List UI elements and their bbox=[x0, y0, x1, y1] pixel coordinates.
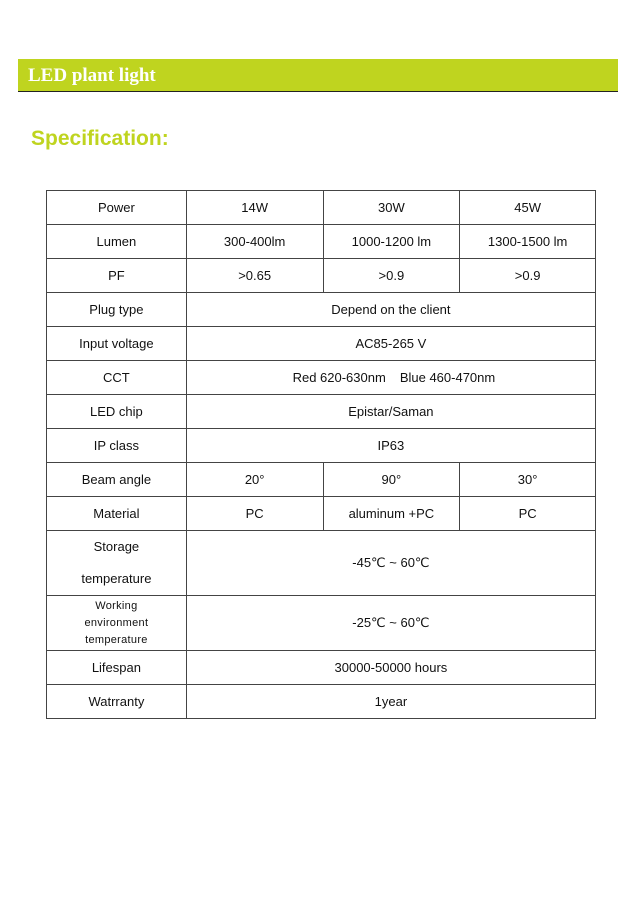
table-row-input-voltage bbox=[47, 327, 596, 361]
cell-value: >0.9 bbox=[460, 259, 596, 293]
cct-red: Red 620-630nm bbox=[292, 370, 386, 385]
cell-value: Epistar/Saman bbox=[186, 395, 595, 429]
row-label: Power bbox=[47, 191, 187, 225]
cell-value: >0.9 bbox=[323, 259, 460, 293]
row-label: PF bbox=[47, 259, 187, 293]
banner-title: LED plant light bbox=[28, 65, 156, 86]
cell-value: IP63 bbox=[186, 429, 595, 463]
cct-blue: Blue 460-470nm bbox=[399, 370, 496, 385]
cell-value: 30W bbox=[323, 191, 460, 225]
title-banner bbox=[18, 59, 618, 92]
cell-value: 300-400lm bbox=[186, 225, 323, 259]
table-row-ip-class bbox=[47, 429, 596, 463]
row-label: Input voltage bbox=[47, 327, 187, 361]
cell-value: 30° bbox=[460, 463, 596, 497]
specification-table bbox=[46, 190, 596, 719]
cct-value bbox=[186, 361, 595, 395]
cell-value: 14W bbox=[186, 191, 323, 225]
row-label: CCT bbox=[47, 361, 187, 395]
table-row-led-chip bbox=[47, 395, 596, 429]
section-title: Specification: bbox=[31, 127, 169, 150]
cell-value: 90° bbox=[323, 463, 460, 497]
row-label: Plug type bbox=[47, 293, 187, 327]
table-row-working-temperature bbox=[47, 596, 596, 651]
cell-value: -25℃ ~ 60℃ bbox=[186, 596, 595, 651]
table-row-beam-angle bbox=[47, 463, 596, 497]
row-label-line: Storage bbox=[93, 539, 140, 554]
row-label: LED chip bbox=[47, 395, 187, 429]
cell-value: 1300-1500 lm bbox=[460, 225, 596, 259]
row-label: Material bbox=[47, 497, 187, 531]
table-row-warranty bbox=[47, 685, 596, 719]
row-label-line: temperature bbox=[81, 571, 152, 586]
row-label bbox=[47, 531, 187, 596]
table-row-pf bbox=[47, 259, 596, 293]
cell-value: AC85-265 V bbox=[186, 327, 595, 361]
table-row-material bbox=[47, 497, 596, 531]
cell-value: 1year bbox=[186, 685, 595, 719]
row-label: Beam angle bbox=[47, 463, 187, 497]
row-label: Lumen bbox=[47, 225, 187, 259]
row-label: Lifespan bbox=[47, 651, 187, 685]
row-label: IP class bbox=[47, 429, 187, 463]
table-row-plug-type bbox=[47, 293, 596, 327]
table-row-lumen bbox=[47, 225, 596, 259]
cell-value: 1000-1200 lm bbox=[323, 225, 460, 259]
cell-value: -45℃ ~ 60℃ bbox=[186, 531, 595, 596]
cell-value: 45W bbox=[460, 191, 596, 225]
table-row-storage-temperature bbox=[47, 531, 596, 596]
row-label-line: temperature bbox=[85, 633, 148, 646]
row-label: Watrranty bbox=[47, 685, 187, 719]
cell-value: 20° bbox=[186, 463, 323, 497]
cell-value: aluminum +PC bbox=[323, 497, 460, 531]
row-label bbox=[47, 596, 187, 651]
row-label-line: Working bbox=[95, 599, 138, 612]
cell-value: PC bbox=[186, 497, 323, 531]
table-row-power bbox=[47, 191, 596, 225]
cell-value: Depend on the client bbox=[186, 293, 595, 327]
table-row-cct bbox=[47, 361, 596, 395]
cell-value: PC bbox=[460, 497, 596, 531]
cell-value: >0.65 bbox=[186, 259, 323, 293]
cell-value: 30000-50000 hours bbox=[186, 651, 595, 685]
row-label-line: environment bbox=[84, 616, 149, 629]
table-row-lifespan bbox=[47, 651, 596, 685]
